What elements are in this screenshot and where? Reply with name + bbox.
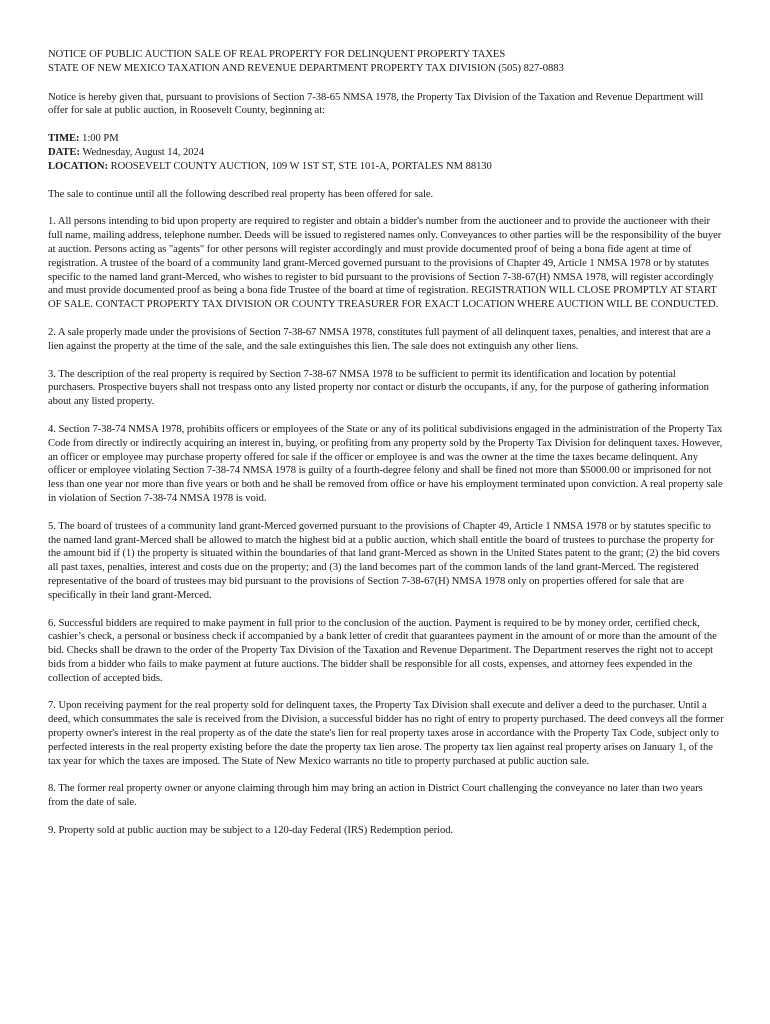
- auction-details: [48, 132, 724, 173]
- paragraph-3: 3. The description of the real property is required by Section 7-38-67 NMSA 1978 to be sufficient to permit its identification and location by potential purchasers. Prospective buyers shall not trespass onto any listed property nor contact or disturb the occupants, if any, for the purpose of gathering information about any listed property.: [48, 368, 709, 408]
- paragraph-9: 9. Property sold at public auction may be subject to a 120-day Federal (IRS) Redemption period.: [48, 825, 454, 837]
- time-label: TIME:: [48, 133, 80, 145]
- notice-header: [48, 48, 724, 76]
- paragraph-7: 7. Upon receiving payment for the real property sold for delinquent taxes, the Property Tax Division shall execute and deliver a deed to the purchaser. Until a deed, which consummates the sale is received from the Division, a successful bidder has no right of entry to property purchased. The deed conveys all the former property owner's interest in the real property as of the date the state's lien for real property taxes arose in accordance with the Property Tax Code, subject only to perfected interests in the real property existing before the date the property tax lien arose. The property tax lien against real property arises on January 1, of the tax year for which the taxes are imposed. The State of New Mexico warrants no title to property purchased at public auction sale.: [48, 700, 724, 767]
- time-value: 1:00 PM: [79, 133, 119, 145]
- agency-line: STATE OF NEW MEXICO TAXATION AND REVENUE DEPARTMENT PROPERTY TAX DIVISION (505) 827-0883: [48, 62, 564, 74]
- paragraph-1: 1. All persons intending to bid upon property are required to register and obtain a bidder's number from the auctioneer and to provide the auctioneer with their full name, mailing address, telephone number. Deeds will be issued to registered names only. Conveyances to other parties will be the responsibility of the buyer at auction. Persons acting as "agents" for other persons will register accordingly and must provide documented proof of being a bona fide agent at time of registration. A trustee of the board of a community land grant-Merced governed pursuant to the provisions of Chapter 49, Article 1 NMSA 1978 or by statutes specific to the named land grant-Merced, who wishes to register to bid pursuant to the provisions of Section 7-38-67(H) NMSA 1978, will register accordingly and must provide documented proof as being a bona fide Trustee of the board at time of registration. REGISTRATION WILL CLOSE PROMPTLY AT START OF SALE. CONTACT PROPERTY TAX DIVISION OR COUNTY TREASURER FOR EXACT LOCATION WHERE AUCTION WILL BE CONDUCTED.: [48, 216, 722, 311]
- location-row: [48, 160, 724, 174]
- paragraph-2: 2. A sale properly made under the provisions of Section 7-38-67 NMSA 1978, constitutes full payment of all delinquent taxes, penalties, and interest that are a lien against the property at the time of the sale, and the sale extinguishes this lien. The sale does not extinguish any other liens.: [48, 326, 711, 352]
- location-value: ROOSEVELT COUNTY AUCTION, 109 W 1ST ST, STE 101-A, PORTALES NM 88130: [107, 160, 492, 172]
- paragraph-8: 8. The former real property owner or anyone claiming through him may bring an action in District Court challenging the conveyance no later than two years from the date of sale.: [48, 783, 703, 809]
- paragraph-5: 5. The board of trustees of a community land grant-Merced governed pursuant to the provisions of Chapter 49, Article 1 NMSA 1978 or by statutes specific to the named land grant-Merced shall be allowed to match the highest bid at a public auction, which shall entitle the board of trustees to purchase the property for the amount bid if (1) the property is situated within the boundaries of that land grant-Merced as shown in the United States patent to the grant; (2) the bid covers all past taxes, penalties, interest and costs due on the property; and (3) the land becomes part of the common lands of the land grant-Merced. The registered representative of the board of trustees may bid pursuant to the provisions of Section 7-38-67(H) NMSA 1978 only on properties offered for sale that are specifically in their land grant-Merced.: [48, 520, 720, 601]
- time-row: [48, 132, 724, 146]
- notice-document: [48, 48, 724, 852]
- paragraph-4: 4. Section 7-38-74 NMSA 1978, prohibits officers or employees of the State or any of its political subdivisions engaged in the administration of the Property Tax Code from directly or indirectly acquiring an interest in, buying, or profiting from any property sold by the Property Tax Division for delinquent taxes. However, an officer or employee may purchase property offered for sale if the officer or employee is and was the owner at the time the taxes became delinquent. Any officer or employee violating Section 7-38-74 NMSA 1978 is guilty of a fourth-degree felony and shall be fined not more than $5000.00 or imprisoned for not less than one year nor more than five years or both and he shall be removed from office or have his employment terminated upon conviction. A real property sale in violation of Section 7-38-74 NMSA 1978 is void.: [48, 423, 723, 504]
- date-value: Wednesday, August 14, 2024: [79, 146, 204, 158]
- notice-title: NOTICE OF PUBLIC AUCTION SALE OF REAL PROPERTY FOR DELINQUENT PROPERTY TAXES: [48, 49, 506, 60]
- intro-paragraph: Notice is hereby given that, pursuant to provisions of Section 7-38-65 NMSA 1978, the Property Tax Division of the Taxation and Revenue Department will offer for sale at public auction, in Roosevelt County, beginning at:: [48, 91, 704, 117]
- date-row: [48, 146, 724, 160]
- date-label: DATE:: [48, 146, 80, 158]
- paragraph-6: 6. Successful bidders are required to make payment in full prior to the conclusion of the auction. Payment is required to be by money order, certified check, cashier’s check, a personal or business check if accompanied by a bank letter of credit that guarantees payment in the amount of or more than the amount of the bid. Checks shall be drawn to the order of the Property Tax Division of the Taxation and Revenue Department. The Department reserves the right not to accept bids from a bidder who fails to make payment at future auctions. The bidder shall be responsible for all costs, expenses, and attorney fees expended in the collection of accepted bids.: [48, 617, 717, 684]
- location-label: LOCATION:: [48, 160, 108, 172]
- continue-note: The sale to continue until all the following described real property has been offered for sale.: [48, 188, 434, 200]
